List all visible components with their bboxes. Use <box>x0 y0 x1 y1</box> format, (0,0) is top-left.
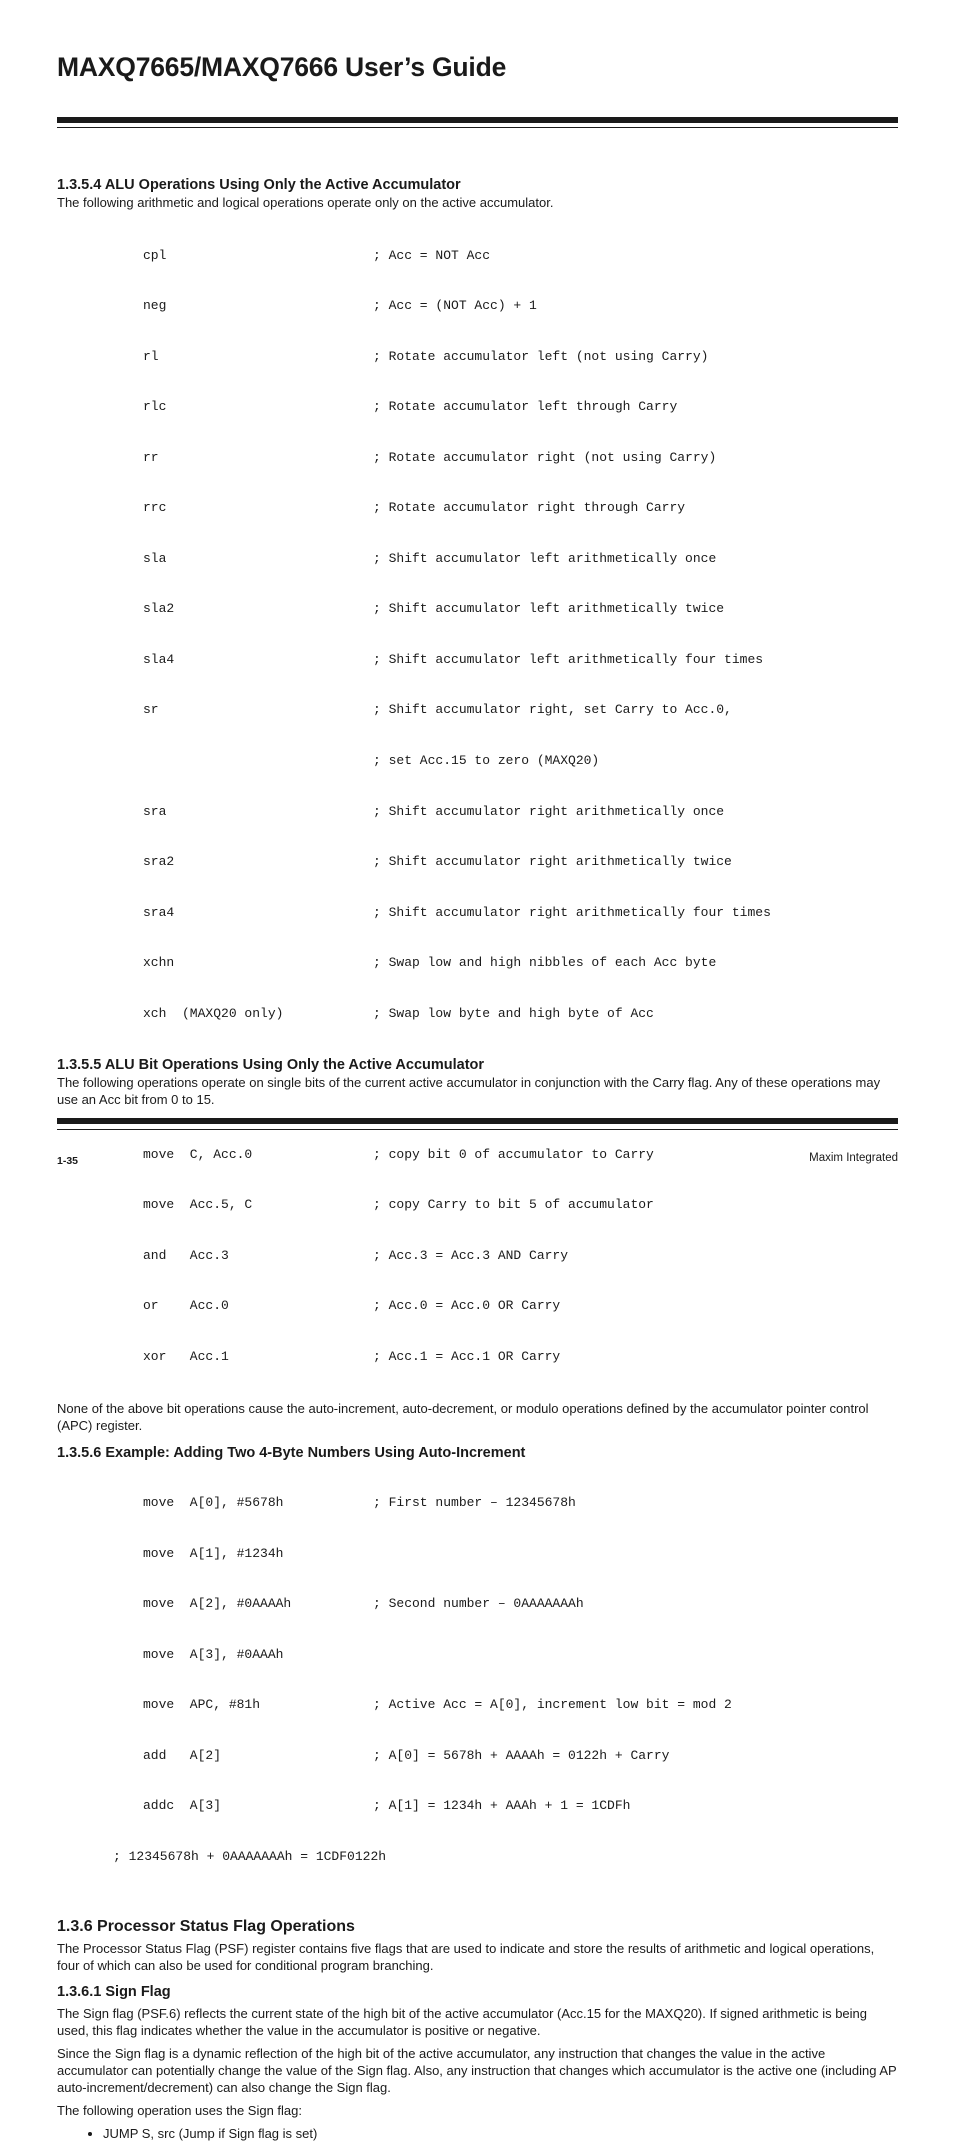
code-line: move A[3], #0AAAh <box>143 1646 284 1662</box>
footer-rule-thin <box>57 1129 898 1130</box>
text-1361-p2: Since the Sign flag is a dynamic reflection of the high bit of the active accumulator, any instruction that changes the value in the active accumulator can potentially change the value of the Sign flag. Also, any instruction that changes which accumulator is the active one (including AP auto-increment/decrement) can also change the Sign flag. <box>57 2046 897 2096</box>
intro-1355: The following operations operate on single bits of the current active accumulator in conjunction with the Carry flag. Any of these operations may use an Acc bit from 0 to 15. <box>57 1075 881 1108</box>
page-number: 1-35 <box>57 1155 79 1167</box>
list-item: • JUMP S, src (Jump if Sign flag is set) <box>103 2125 898 2142</box>
code-line: add A[2] ; A[0] = 5678h + AAAAh = 0122h + Carry <box>143 1747 670 1763</box>
header-rule-thin <box>57 127 898 128</box>
code-line: neg ; Acc = (NOT Acc) + 1 <box>143 298 537 314</box>
header-rule-thick <box>57 117 898 123</box>
code-line-result: ; 12345678h + 0AAAAAAAh = 1CDF0122h <box>113 1848 387 1864</box>
code-line: cpl ; Acc = NOT Acc <box>143 247 491 263</box>
code-line: addc A[3] ; A[1] = 1234h + AAAh + 1 = 1CDFh <box>143 1798 631 1814</box>
code-block-1354 <box>57 214 898 1056</box>
heading-1361: 1.3.6.1 Sign Flag <box>57 1984 171 2001</box>
code-line: sra2 ; Shift accumulator right arithmetically twice <box>143 854 732 870</box>
code-line: move C, Acc.0 ; copy bit 0 of accumulator to Carry <box>143 1146 654 1162</box>
code-line: rrc ; Rotate accumulator right through Carry <box>143 500 686 516</box>
heading-1356: 1.3.5.6 Example: Adding Two 4-Byte Numbers Using Auto-Increment <box>57 1444 526 1461</box>
page-content <box>57 176 898 2142</box>
page-title: MAXQ7665/MAXQ7666 User’s Guide <box>57 52 507 82</box>
code-line: sr ; Shift accumulator right, set Carry to Acc.0, <box>143 702 732 718</box>
bullet-list <box>57 2125 898 2142</box>
code-line: sla4 ; Shift accumulator left arithmetically four times <box>143 651 764 667</box>
code-line: move A[1], #1234h <box>143 1545 284 1561</box>
text-1361-p1: The Sign flag (PSF.6) reflects the current state of the high bit of the active accumulator (Acc.15 for the MAXQ20). If signed arithmetic is being used, this flag indicates whether the value in the accumulator is positive or negative. <box>57 2006 867 2039</box>
text-136: The Processor Status Flag (PSF) register contains five flags that are used to indicate and store the results of arithmetic and logical operations, four of which can also be used for conditional program branching. <box>57 1941 875 1974</box>
heading-1354: 1.3.5.4 ALU Operations Using Only the Active Accumulator <box>57 177 461 193</box>
code-line: move Acc.5, C ; copy Carry to bit 5 of accumulator <box>143 1197 654 1213</box>
intro-1354: The following arithmetic and logical operations operate only on the active accumulator. <box>57 195 554 210</box>
company-name: Maxim Integrated <box>809 1152 898 1164</box>
heading-136: 1.3.6 Processor Status Flag Operations <box>57 1918 355 1936</box>
code-line: rlc ; Rotate accumulator left through Carry <box>143 399 678 415</box>
code-line: sla ; Shift accumulator left arithmetically once <box>143 550 717 566</box>
code-line: move A[2], #0AAAAh ; Second number – 0AAAAAAAh <box>143 1596 584 1612</box>
code-line: move APC, #81h ; Active Acc = A[0], increment low bit = mod 2 <box>143 1697 732 1713</box>
code-line: xchn ; Swap low and high nibbles of each Acc byte <box>143 955 717 971</box>
code-line: move A[0], #5678h ; First number – 12345678h <box>143 1495 576 1511</box>
code-line: sra4 ; Shift accumulator right arithmetically four times <box>143 904 771 920</box>
text-1361-p3: The following operation uses the Sign flag: <box>57 2103 302 2119</box>
code-block-1355 <box>57 1113 898 1399</box>
heading-1355: 1.3.5.5 ALU Bit Operations Using Only the Active Accumulator <box>57 1057 485 1074</box>
code-line: and Acc.3 ; Acc.3 = Acc.3 AND Carry <box>143 1247 569 1263</box>
code-line: ; set Acc.15 to zero (MAXQ20) <box>373 753 600 768</box>
footer-rule-thick <box>57 1118 898 1124</box>
code-line: rr ; Rotate accumulator right (not using Carry) <box>143 449 717 465</box>
code-line: sra ; Shift accumulator right arithmetically once <box>143 803 725 819</box>
code-line: xch (MAXQ20 only) ; Swap low byte and high byte of Acc <box>143 1005 654 1021</box>
code-block-1356 <box>57 1462 898 1900</box>
note-1355: None of the above bit operations cause the auto-increment, auto-decrement, or modulo operations defined by the accumulator pointer control (APC) register. <box>57 1400 869 1433</box>
code-line: rl ; Rotate accumulator left (not using Carry) <box>143 348 709 364</box>
code-line: sla2 ; Shift accumulator left arithmetically twice <box>143 601 725 617</box>
code-line: or Acc.0 ; Acc.0 = Acc.0 OR Carry <box>143 1298 561 1314</box>
code-line: xor Acc.1 ; Acc.1 = Acc.1 OR Carry <box>143 1349 561 1364</box>
